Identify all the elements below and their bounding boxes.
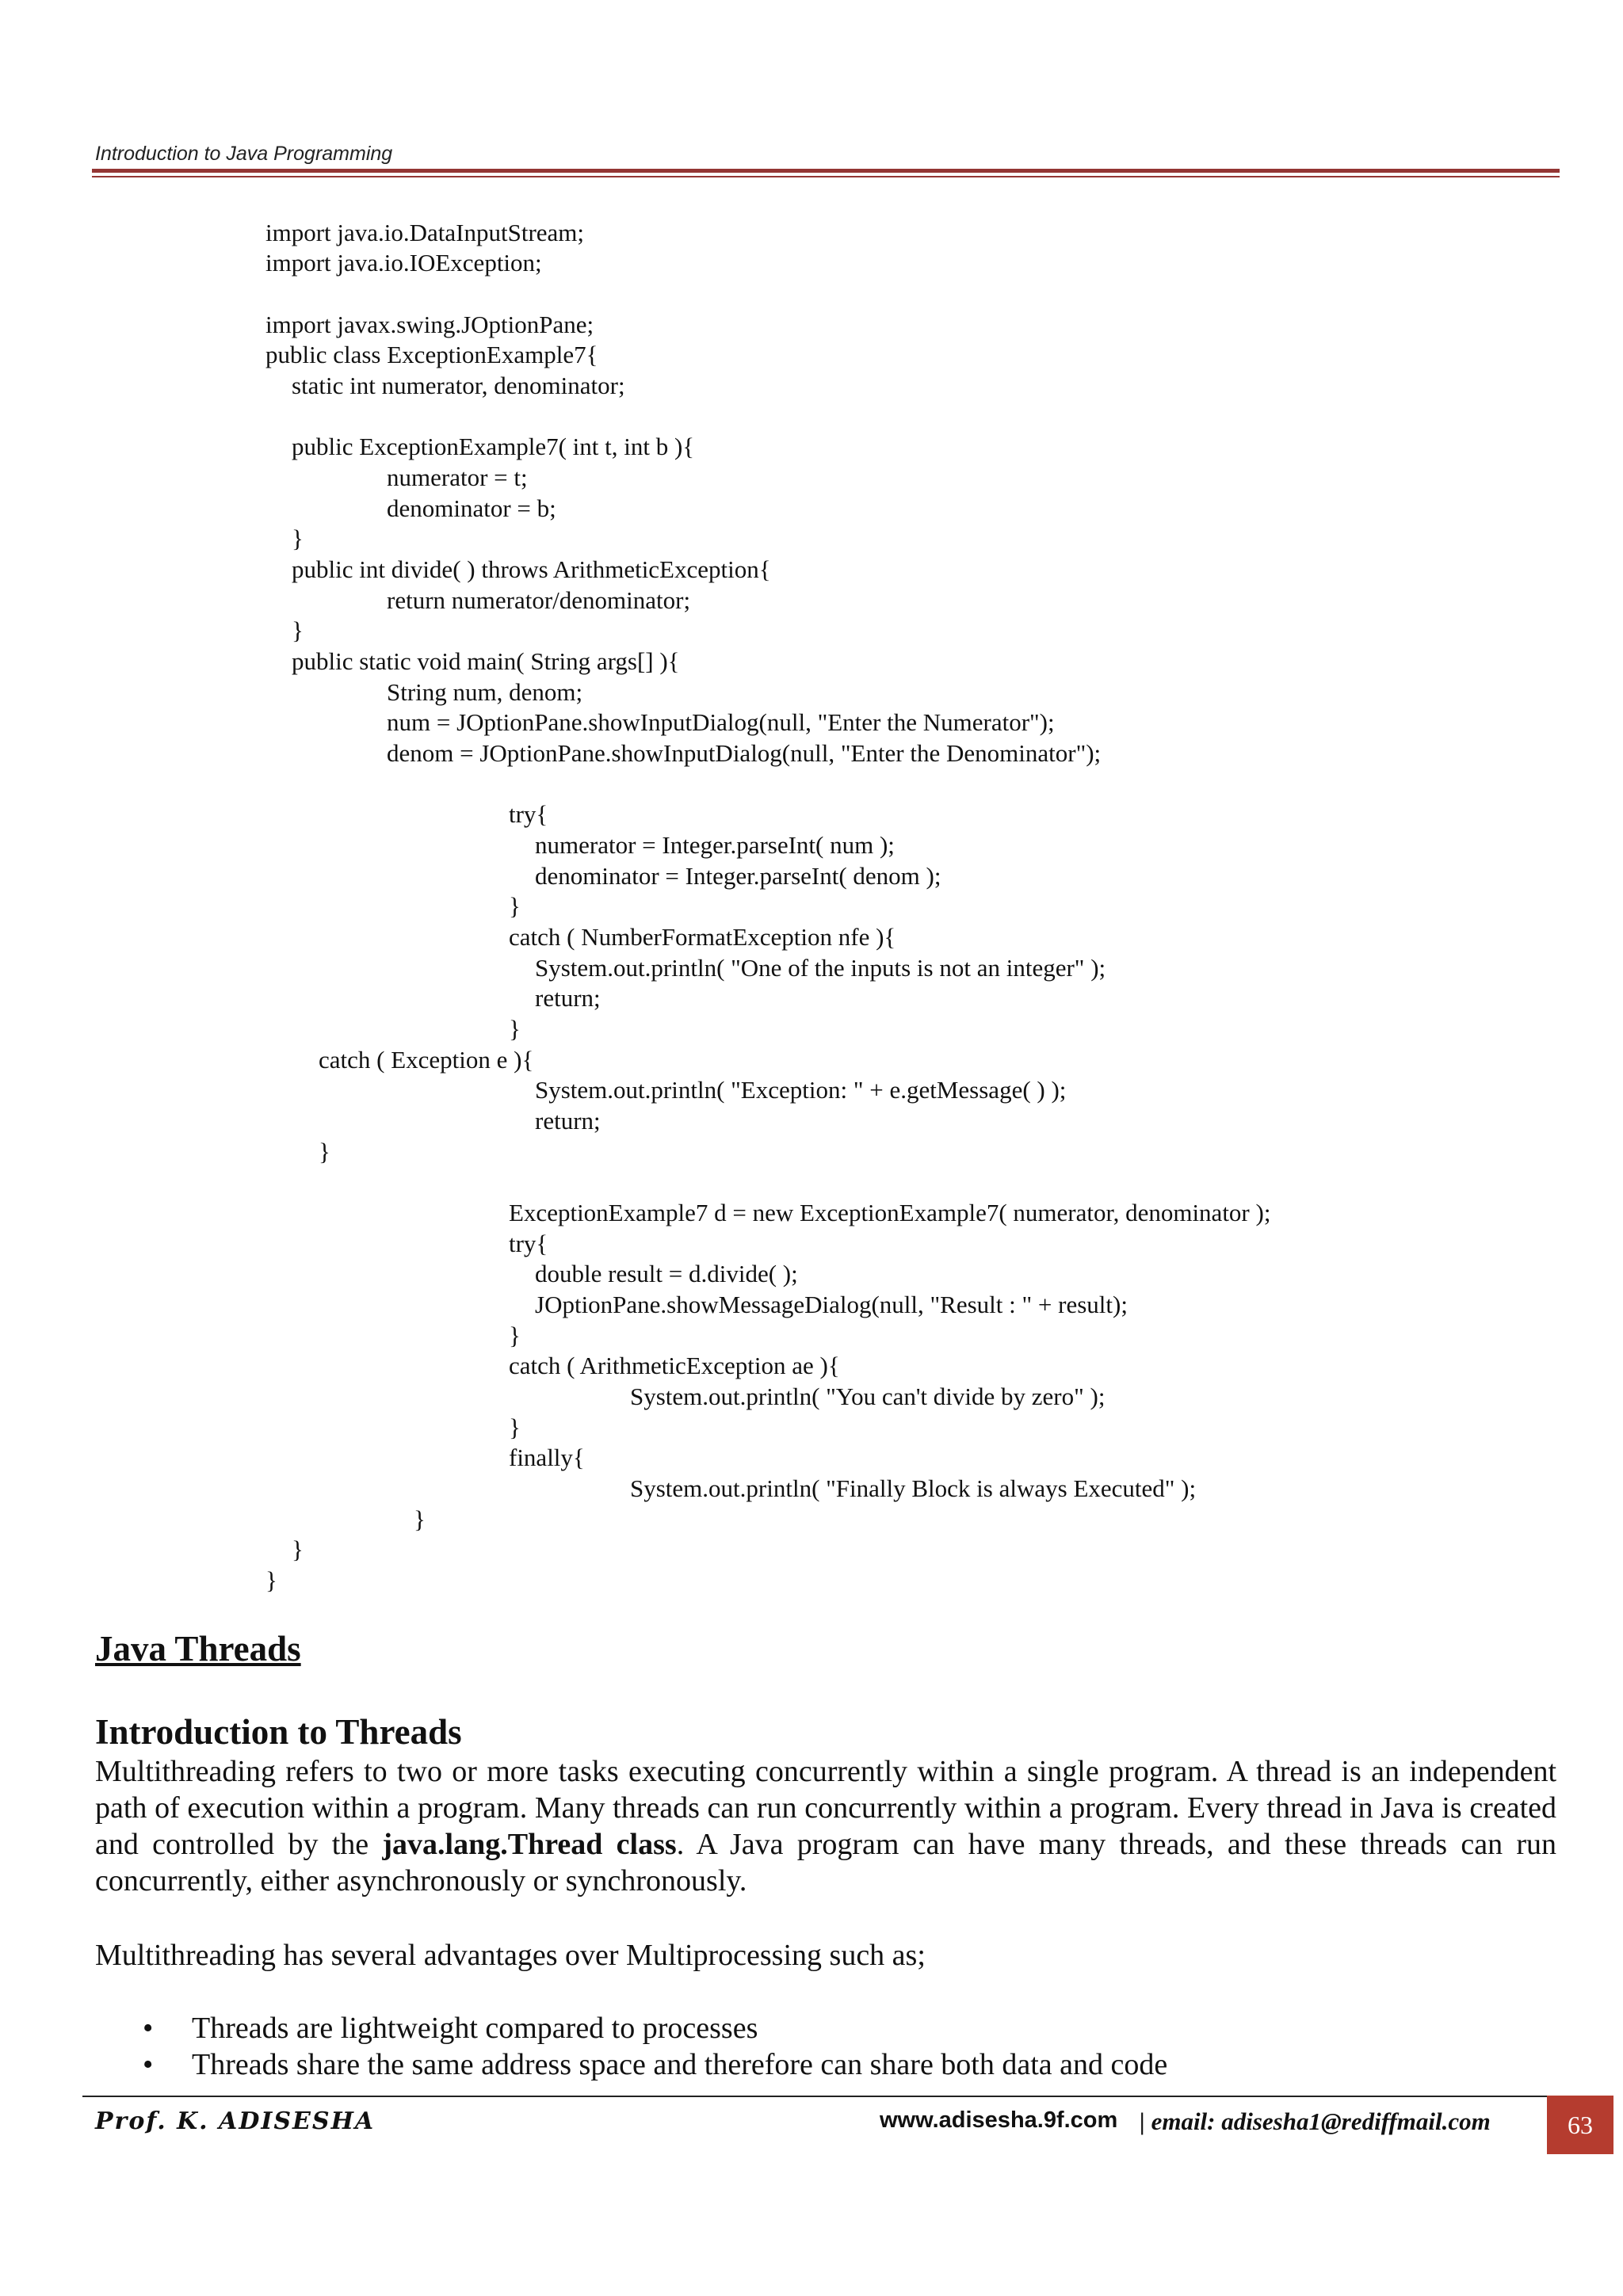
- code-line: }: [292, 616, 304, 644]
- page-number: 63: [1547, 2096, 1613, 2154]
- code-line: System.out.println( "Finally Block is always Executed" );: [630, 1474, 1197, 1502]
- code-line: num = JOptionPane.showInputDialog(null, "Enter the Numerator");: [387, 708, 1055, 736]
- code-line: public static void main( String args[] ){: [292, 647, 680, 675]
- code-line: }: [414, 1505, 426, 1533]
- code-line: return numerator/denominator;: [387, 586, 691, 614]
- code-line: import javax.swing.JOptionPane;: [265, 311, 594, 338]
- code-line: }: [265, 1566, 277, 1594]
- code-line: finally{: [509, 1444, 585, 1471]
- code-line: catch ( ArithmeticException ae ){: [509, 1352, 840, 1379]
- footer-author: Prof. K. ADISESHA: [95, 2107, 376, 2135]
- code-line: }: [319, 1138, 330, 1165]
- code-line: }: [509, 1413, 521, 1441]
- code-line: numerator = t;: [387, 463, 528, 491]
- code-line: try{: [509, 800, 548, 828]
- footer-rule: [82, 2096, 1547, 2097]
- code-line: String num, denom;: [387, 678, 583, 706]
- intro-paragraph: [95, 1753, 1556, 1899]
- code-line: denominator = Integer.parseInt( denom );: [535, 862, 941, 890]
- code-line: denominator = b;: [387, 494, 556, 522]
- code-line: System.out.println( "Exception: " + e.getMessage( ) );: [535, 1076, 1067, 1104]
- code-line: import java.io.DataInputStream;: [265, 219, 585, 246]
- code-line: }: [292, 524, 304, 552]
- code-line: public int divide( ) throws ArithmeticException{: [292, 555, 771, 583]
- code-line: import java.io.IOException;: [265, 249, 542, 277]
- intro-paragraph-text-b: . A Java program can have many threads, and these threads can run concurrently, either asynchronously or synchronously.: [95, 1828, 1557, 1897]
- code-line: public class ExceptionExample7{: [265, 341, 598, 368]
- code-line: return;: [535, 1107, 601, 1135]
- bullet-icon: •: [143, 2048, 154, 2081]
- code-line: catch ( Exception e ){: [319, 1046, 534, 1074]
- code-line: catch ( NumberFormatException nfe ){: [509, 923, 896, 951]
- subsection-heading: Introduction to Threads: [95, 1712, 462, 1752]
- code-line: try{: [509, 1230, 548, 1257]
- code-line: }: [509, 892, 521, 920]
- thread-class-term: java.lang.Thread class: [382, 1828, 677, 1861]
- code-line: JOptionPane.showMessageDialog(null, "Result : " + result);: [535, 1291, 1128, 1318]
- list-item-text: Threads are lightweight compared to processes: [192, 2012, 758, 2045]
- code-line: System.out.println( "One of the inputs is not an integer" );: [535, 954, 1106, 982]
- code-line: }: [509, 1322, 521, 1349]
- page-header-title: Introduction to Java Programming: [95, 143, 393, 165]
- code-line: System.out.println( "You can't divide by zero" );: [630, 1383, 1106, 1410]
- code-line: public ExceptionExample7( int t, int b ){: [292, 433, 695, 460]
- advantages-intro: Multithreading has several advantages over Multiprocessing such as;: [95, 1939, 926, 1972]
- code-line: static int numerator, denominator;: [292, 372, 625, 399]
- code-line: double result = d.divide( );: [535, 1260, 798, 1287]
- list-item-text: Threads share the same address space and therefore can share both data and code: [192, 2048, 1168, 2081]
- code-line: return;: [535, 984, 601, 1012]
- header-rule-thin: [92, 176, 1560, 177]
- code-line: }: [509, 1015, 521, 1043]
- code-line: ExceptionExample7 d = new ExceptionExample7( numerator, denominator );: [509, 1199, 1271, 1226]
- intro-paragraph-text-a: Multithreading refers to two or more tasks executing concurrently within a single program. A thread is an independent path of execution within a program. Many threads can run concurrently within a program. Every thread in Java is created and controlled by the: [95, 1755, 1556, 1861]
- section-heading: Java Threads: [95, 1629, 301, 1669]
- code-line: }: [292, 1535, 304, 1563]
- footer-website: www.adisesha.9f.com: [880, 2107, 1118, 2133]
- footer-email: | email: adisesha1@rediffmail.com: [1140, 2107, 1491, 2135]
- code-line: denom = JOptionPane.showInputDialog(null, "Enter the Denominator");: [387, 739, 1102, 767]
- bullet-icon: •: [143, 2012, 154, 2045]
- code-line: numerator = Integer.parseInt( num );: [535, 831, 895, 859]
- header-rule-thick: [92, 169, 1560, 173]
